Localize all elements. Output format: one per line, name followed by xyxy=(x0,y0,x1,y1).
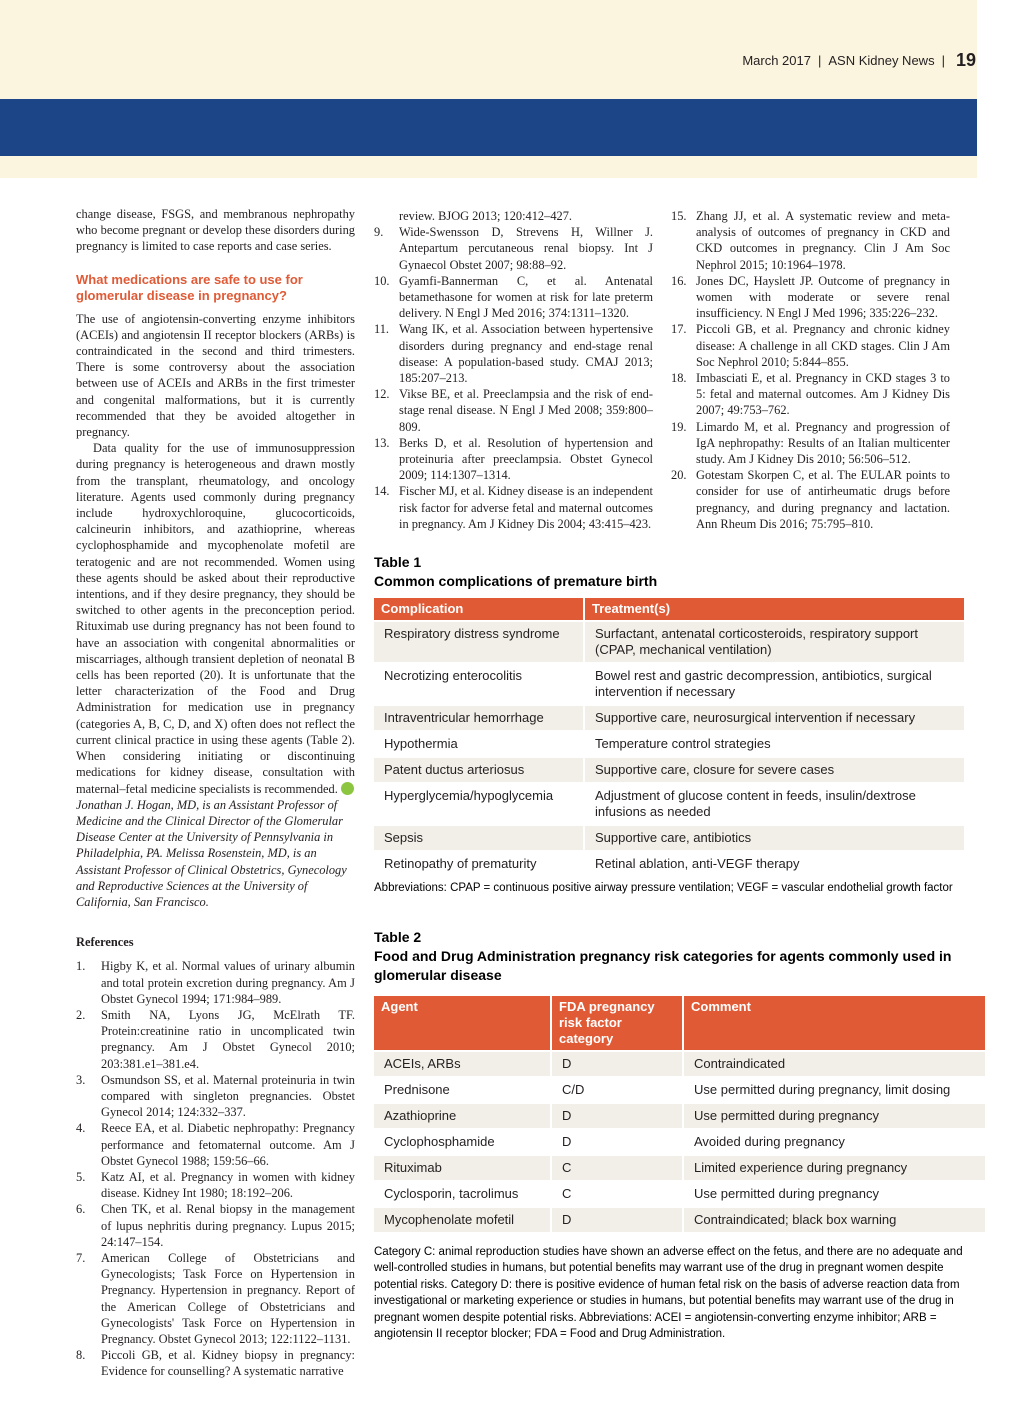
table-row xyxy=(374,732,964,756)
table2-label: Table 2 xyxy=(374,929,422,945)
table-row xyxy=(374,706,964,730)
reference-item xyxy=(374,208,653,224)
table-cell: C xyxy=(550,1156,682,1180)
table2-title: Food and Drug Administration pregnancy risk categories for agents commonly used in glomerular disease xyxy=(374,948,952,983)
reference-text: Zhang JJ, et al. A systematic review and meta-analysis of outcomes of pregnancy in CKD and CKD outcomes in pregnancy. Clin J Am Soc Nephrol 2015; 10:1964–1978. xyxy=(696,209,950,272)
reference-item xyxy=(671,321,950,370)
table-cell: Avoided during pregnancy xyxy=(682,1130,985,1154)
reference-number xyxy=(374,208,399,224)
table1-caption xyxy=(374,553,964,591)
reference-list xyxy=(671,208,950,532)
reference-number: 18. xyxy=(671,371,687,386)
reference-number: 20. xyxy=(671,468,687,483)
reference-text: Imbasciati E, et al. Pregnancy in CKD stages 3 to 5: fetal and maternal outcomes. Am J Kidney Dis 2007; 49:753–762. xyxy=(696,371,950,418)
body-paragraph: change disease, FSGS, and membranous nephropathy who become pregnant or develop these disorders during pregnancy is limited to case reports and case series. xyxy=(76,207,355,254)
right-column xyxy=(671,208,950,532)
column-header: Complication xyxy=(374,598,583,620)
table-cell: D xyxy=(550,1208,682,1232)
table1-title: Common complications of premature birth xyxy=(374,573,658,589)
reference-item xyxy=(76,1201,355,1250)
reference-text: Vikse BE, et al. Preeclampsia and the risk of end-stage renal disease. N Engl J Med 2008; 359:800–809. xyxy=(399,387,653,434)
table-row xyxy=(374,1078,985,1102)
table-row xyxy=(374,664,964,704)
table-cell: Prednisone xyxy=(384,1082,450,1097)
reference-item xyxy=(671,467,950,532)
table-cell: Mycophenolate mofetil xyxy=(374,1208,550,1232)
table-cell: C/D xyxy=(550,1078,682,1102)
table-cell: D xyxy=(550,1130,682,1154)
reference-text: Piccoli GB, et al. Pregnancy and chronic kidney disease: A challenge in all CKD stages. Clin J Am Soc Nephrol 2010; 5:844–855. xyxy=(696,322,950,369)
reference-item xyxy=(76,1072,355,1121)
body-paragraph-text: Data quality for the use of immunosuppression during pregnancy is heterogeneous and drawn mostly from the transplant, rheumatology, and oncology literature. Agents used commonly during pregnancy include hydroxychloroquine, glucocorticoids, calcineurin inhibitors, and azathioprine, whereas cyclophosphamide and mycophenolate mofetil are teratogenic and are not recommended. Women using these agents should be asked about their reproductive intentions, and if they desire pregnancy, they should be switched to other agents in the preconception period. Rituximab use during pregnancy has not been found to have an association with congenital abnormalities or miscarriages, although transient depletion of neonatal B cells has been reported (20). It is unfortunate that the letter characterization of the Food and Drug Administration for medication use in pregnancy (categories A, B, C, D, and X) often does not reflect the current clinical practice in using these agents (Table 2). When considering initiating or discontinuing medications for kidney disease, consultation with maternal–fetal medicine specialists is recommended. xyxy=(76,441,355,796)
table-row xyxy=(374,784,964,824)
table-cell: Contraindicated; black box warning xyxy=(682,1208,985,1232)
table-cell: C xyxy=(550,1182,682,1206)
reference-number: 9. xyxy=(374,225,384,240)
reference-text: Higby K, et al. Normal values of urinary albumin and total protein excretion during pregnancy. Am J Obstet Gynecol 1994; 171:984–989. xyxy=(101,959,355,1006)
reference-text: Osmundson SS, et al. Maternal proteinuria in twin compared with singleton pregnancies. Obstet Gynecol 2014; 124:332–337. xyxy=(101,1072,355,1120)
reference-item xyxy=(76,1169,355,1201)
reference-item xyxy=(76,958,355,1007)
reference-text: Gotestam Skorpen C, et al. The EULAR points to consider for use of antirheumatic drugs before pregnancy, and during pregnancy and lactation. Ann Rheum Dis 2016; 75:795–810. xyxy=(696,468,950,531)
reference-text: Limardo M, et al. Pregnancy and progression of IgA nephropathy: Results of an Italian multicenter study. Am J Kidney Dis 2010; 56:506–512. xyxy=(696,419,950,467)
reference-item xyxy=(671,208,950,273)
reference-item xyxy=(374,386,653,435)
reference-item xyxy=(671,370,950,419)
page-number: 19 xyxy=(955,50,976,70)
table-cell: Intraventricular hemorrhage xyxy=(374,706,583,730)
table-cell: Hyperglycemia/hypoglycemia xyxy=(384,788,554,803)
reference-text: Chen TK, et al. Renal biopsy in the management of lupus nephritis during pregnancy. Lupus 2015; 24:147–154. xyxy=(101,1202,355,1249)
reference-number: 12. xyxy=(374,387,390,402)
publication-name: ASN Kidney News xyxy=(828,53,935,68)
table-row xyxy=(374,1208,985,1232)
table-cell: Surfactant, antenatal corticosteroids, respiratory support (CPAP, mechanical ventilation) xyxy=(583,622,964,662)
reference-item xyxy=(76,1120,355,1169)
table-cell: D xyxy=(550,1052,682,1076)
reference-number: 2. xyxy=(76,1007,86,1022)
table-row xyxy=(374,758,964,782)
table-cell: Retinal ablation, anti-VEGF therapy xyxy=(583,852,964,876)
table-row xyxy=(374,622,964,662)
reference-text: American College of Obstetricians and Gynecologists; Task Force on Hypertension in Pregnancy. Hypertension in pregnancy. Report of the American College of Obstetricians and Gynecologists' Task Force on Hypertension in Pregnancy. Obstet Gynecol 2013; 122:1122–1131. xyxy=(101,1250,355,1346)
reference-text: Wang IK, et al. Association between hypertensive disorders during pregnancy and end-stage renal disease: A population-based study. CMAJ 2013; 185:207–213. xyxy=(399,322,653,386)
reference-text: Piccoli GB, et al. Kidney biopsy in pregnancy: Evidence for counselling? A systematic narrative xyxy=(101,1348,355,1379)
reference-text: Jones DC, Hayslett JP. Outcome of pregnancy in women with moderate or severe renal insufficiency. N Engl J Med 1996; 335:226–232. xyxy=(696,273,950,321)
table-row xyxy=(374,852,964,876)
table-cell: Sepsis xyxy=(374,826,583,850)
reference-number: 14. xyxy=(374,484,390,499)
reference-item xyxy=(374,435,653,484)
reference-number: 1. xyxy=(76,959,86,974)
table-cell: Azathioprine xyxy=(374,1104,550,1128)
table2-caption xyxy=(374,928,974,985)
reference-text: Katz AI, et al. Pregnancy in women with kidney disease. Kidney Int 1980; 18:192–206. xyxy=(101,1169,355,1201)
table2 xyxy=(374,994,985,1234)
reference-item xyxy=(671,419,950,468)
reference-text: Smith NA, Lyons JG, McElrath TF. Protein:creatinine ratio in uncomplicated twin pregnancy. Am J Obstet Gynecol 2010; 203:381.e1–381.e4. xyxy=(101,1007,355,1071)
table-cell: D xyxy=(550,1104,682,1128)
table-cell: Cyclosporin, tacrolimus xyxy=(384,1186,519,1201)
reference-number: 16. xyxy=(671,273,687,288)
table-row xyxy=(374,1104,985,1128)
table-cell: Patent ductus arteriosus xyxy=(374,758,583,782)
column-header: Treatment(s) xyxy=(583,598,964,620)
reference-item xyxy=(76,1347,355,1379)
author-bio: Jonathan J. Hogan, MD, is an Assistant Professor of Medicine and the Clinical Director of the Glomerular Disease Center at the University of Pennsylvania in Philadelphia, PA. Melissa Rosenstein, MD, is an Assistant Professor of Clinical Obstetrics, Gynecology and Reproductive Sciences at the University of California, San Francisco. xyxy=(76,797,347,909)
header-separator: | xyxy=(941,53,945,68)
table-cell: Supportive care, neurosurgical intervention if necessary xyxy=(583,706,964,730)
table-cell: ACEIs, ARBs xyxy=(374,1052,550,1076)
table-cell: Bowel rest and gastric decompression, antibiotics, surgical intervention if necessary xyxy=(583,664,964,704)
reference-number: 17. xyxy=(671,322,687,337)
reference-number: 7. xyxy=(76,1250,86,1265)
table-cell: Respiratory distress syndrome xyxy=(374,622,583,662)
reference-number: 8. xyxy=(76,1348,86,1363)
table-cell: Contraindicated xyxy=(682,1052,985,1076)
table-row xyxy=(374,1182,985,1206)
reference-number: 11. xyxy=(374,322,390,337)
body-paragraph xyxy=(76,440,355,796)
reference-item xyxy=(76,1250,355,1347)
reference-number: 19. xyxy=(671,419,687,434)
reference-number: 6. xyxy=(76,1202,86,1217)
table-cell: Use permitted during pregnancy xyxy=(682,1104,985,1128)
reference-number: 5. xyxy=(76,1169,86,1184)
table-row xyxy=(374,1052,985,1076)
reference-item xyxy=(671,273,950,322)
reference-number: 15. xyxy=(671,209,687,223)
reference-item xyxy=(374,321,653,386)
reference-list xyxy=(76,958,355,1379)
reference-text: review. BJOG 2013; 120:412–427. xyxy=(399,209,572,223)
table-row xyxy=(374,826,964,850)
reference-item xyxy=(374,483,653,532)
end-mark-icon xyxy=(341,782,354,795)
issue-date: March 2017 xyxy=(742,53,811,68)
middle-column xyxy=(374,208,653,532)
reference-number: 4. xyxy=(76,1121,86,1136)
reference-text: Berks D, et al. Resolution of hypertension and proteinuria after preeclampsia. Obstet Gynecol 2009; 114:1307–1314. xyxy=(399,435,653,483)
reference-number: 10. xyxy=(374,273,390,288)
reference-number: 13. xyxy=(374,435,390,450)
column-header: Agent xyxy=(374,996,550,1050)
body-paragraph: The use of angiotensin-converting enzyme inhibitors (ACEIs) and angiotensin II receptor blockers (ARBs) is contraindicated in the second and third trimesters. There is some controversy about the association between use of ACEIs and ARBs in the first trimester and congenital malformations, but it is currently recommended that they be avoided altogether in pregnancy. xyxy=(76,311,355,440)
table-row xyxy=(374,1130,985,1154)
header-separator: | xyxy=(817,53,822,68)
reference-text: Fischer MJ, et al. Kidney disease is an independent risk factor for adverse fetal and maternal outcomes in pregnancy. Am J Kidney Dis 2004; 43:415–423. xyxy=(399,484,653,531)
table-cell: Limited experience during pregnancy xyxy=(682,1156,985,1180)
table-cell: Cyclophosphamide xyxy=(384,1134,495,1149)
reference-item xyxy=(374,273,653,322)
blue-banner xyxy=(0,99,977,156)
section-heading: What medications are safe to use for glomerular disease in pregnancy? xyxy=(76,271,303,303)
table-cell: Retinopathy of prematurity xyxy=(384,856,537,871)
table-cell: Use permitted during pregnancy xyxy=(682,1182,985,1206)
column-header: Comment xyxy=(682,996,985,1050)
reference-item xyxy=(76,1007,355,1072)
left-column xyxy=(76,206,355,1380)
banner-footer-band xyxy=(0,156,977,178)
reference-number: 3. xyxy=(76,1072,86,1087)
table1 xyxy=(374,596,964,878)
table-row xyxy=(374,1156,985,1180)
table-cell: Supportive care, antibiotics xyxy=(583,826,964,850)
table-cell: Rituximab xyxy=(374,1156,550,1180)
reference-item xyxy=(374,224,653,273)
table-cell: Adjustment of glucose content in feeds, insulin/dextrose infusions as needed xyxy=(583,784,964,824)
table1-note: Abbreviations: CPAP = continuous positive airway pressure ventilation; VEGF = vascular endothelial growth factor xyxy=(374,882,953,894)
reference-text: Wide-Swensson D, Strevens H, Willner J. Antepartum percutaneous renal biopsy. Int J Gynaecol Obstet 2007; 98:88–92. xyxy=(399,225,653,272)
reference-text: Gyamfi-Bannerman C, et al. Antenatal betamethasone for women at risk for late preterm delivery. N Engl J Med 2016; 374:1311–1320. xyxy=(399,273,653,321)
table-cell: Use permitted during pregnancy, limit dosing xyxy=(682,1078,985,1102)
table2-note: Category C: animal reproduction studies have shown an adverse effect on the fetus, and there are no adequate and well-controlled studies in humans, but potential benefits may warrant use of the drug in pregnant women despite potential risks. Category D: there is positive evidence of human fetal risk on the basis of adverse reaction data from investigational or marketing experience or studies in humans, but potential benefits may warrant use of the drug in pregnant women despite potential risks. Abbreviations: ACEI = angiotensin-converting enzyme inhibitor; ARB = angiotensin II receptor blocker; FDA = Food and Drug Administration. xyxy=(374,1246,963,1341)
table-cell: Temperature control strategies xyxy=(583,732,964,756)
running-header xyxy=(742,50,976,71)
column-header: FDA pregnancy risk factor category xyxy=(550,996,682,1050)
table1-label: Table 1 xyxy=(374,554,422,570)
references-heading: References xyxy=(76,935,134,950)
reference-text: Reece EA, et al. Diabetic nephropathy: Pregnancy performance and fetomaternal outcome. Am J Obstet Gynecol 1988; 159:56–66. xyxy=(101,1121,355,1168)
table-cell: Necrotizing enterocolitis xyxy=(384,668,523,683)
reference-list xyxy=(374,208,653,532)
table-cell: Supportive care, closure for severe cases xyxy=(583,758,964,782)
table-cell: Hypothermia xyxy=(384,736,458,751)
